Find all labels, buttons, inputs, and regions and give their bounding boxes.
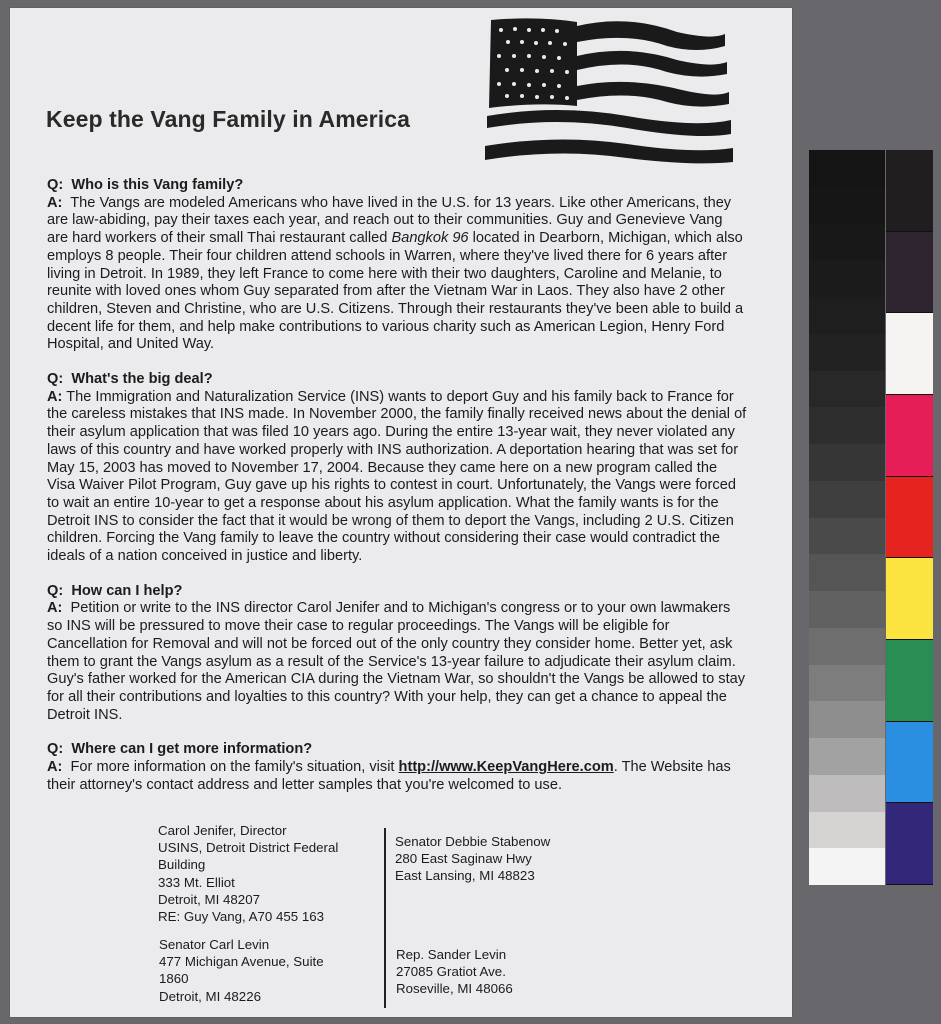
color-swatch (886, 640, 933, 722)
address-carol-jenifer (158, 822, 368, 925)
gray-swatch (809, 407, 885, 444)
qa-section-big-deal (47, 371, 747, 566)
question-label: Q: (47, 741, 64, 758)
gray-swatch (809, 518, 885, 555)
address-carl-levin (159, 936, 369, 1005)
gray-swatch (809, 224, 885, 261)
question-text: How can I help? (71, 582, 183, 599)
gray-swatch (809, 848, 885, 885)
question (47, 177, 747, 195)
color-swatch (886, 558, 933, 640)
gray-swatch (809, 260, 885, 297)
address-line: Senator Debbie Stabenow (395, 834, 551, 849)
gray-swatch (809, 371, 885, 408)
qa-body (47, 177, 747, 812)
answer-text: For more information on the family's situation, visit (70, 759, 399, 776)
gray-swatch (809, 554, 885, 591)
question-text: Who is this Vang family? (71, 177, 244, 193)
answer-text: . The Website has their attorney's contact address and letter samples that you're welcomed to use. (47, 759, 731, 793)
address-line: Carol Jenifer, Director (158, 823, 287, 838)
address-line: 280 East Saginaw Hwy (395, 851, 532, 867)
gray-swatch (809, 775, 885, 812)
question-label: Q: (47, 177, 64, 193)
gray-swatch (809, 444, 885, 481)
question-text: Where can I get more information? (71, 741, 313, 758)
question-text: What's the big deal? (71, 371, 213, 388)
gray-swatch (809, 481, 885, 518)
address-line: 333 Mt. Elliot (158, 874, 235, 890)
question (47, 371, 747, 389)
address-line: RE: Guy Vang, A70 455 163 (158, 909, 325, 925)
gray-swatch (809, 628, 885, 665)
color-swatch (886, 150, 933, 232)
answer-label: A: (47, 194, 63, 211)
address-debbie-stabenow (395, 833, 595, 885)
gray-swatch (809, 665, 885, 702)
color-patches (886, 150, 933, 885)
answer-text: The Immigration and Naturalization Service (INS) wants to deport Guy and his family back to France for the careless mistakes that INS made. In November 2000, the family finally received news about the denial of their asylum application that was filed 10 years ago. During the entire 13-year wait, they never violated any laws of this country and have worked properly with INS authorization. A deportation hearing that was set for May 15, 2003 has moved to November 17, 2004. Because they came here on a new program called the Visa Waiver Pilot Program, Guy gave up his rights to contest in court. Unfortunately, the Vangs were forced to wait an entire 10-year to get a response about his asylum application. What the family wants is for the Detroit INS to consider the fact that it would be wrong of them to deport the Vangs, including 2 U.S. Citizen children. Forcing the Vang family to leave the country without considering their case would contradict the ideals of a nation conceived in justice and liberty. (47, 388, 747, 565)
color-calibration-bar (809, 150, 933, 885)
answer (47, 195, 747, 354)
color-swatch (886, 722, 933, 804)
answer-text: The Vangs are modeled Americans who have lived in the U.S. for 13 years. Like other Americans, they are law-abiding, pay their taxes each year, and reach out to their communities. Guy and Genevieve Vang are hard workers of their small Thai restaurant called (47, 194, 732, 247)
address-line: Building (158, 857, 206, 873)
restaurant-name: Bangkok 96 (391, 230, 469, 247)
qa-section-who (47, 177, 747, 354)
address-line: Detroit, MI 48207 (158, 891, 260, 907)
answer (47, 759, 747, 794)
american-flag-icon (477, 16, 739, 166)
gray-swatch (809, 297, 885, 334)
address-line: Senator Carl Levin (159, 937, 270, 952)
address-line: Detroit, MI 48226 (159, 988, 261, 1004)
address-line: 1860 (159, 971, 189, 987)
address-block (158, 822, 598, 1012)
qa-section-help (47, 583, 747, 725)
address-line: Roseville, MI 48066 (396, 981, 513, 997)
address-sander-levin (396, 946, 596, 998)
question (47, 741, 747, 759)
website-link[interactable]: http://www.KeepVangHere.com (398, 759, 614, 776)
address-line: 477 Michigan Avenue, Suite (159, 954, 324, 970)
address-line: Rep. Sander Levin (396, 947, 507, 962)
answer-text: located in Dearborn, Michigan, which also employs 8 people. Their four children attend schools in Warren, where they've lived there for 6 years after living in Detroit. In 1989, they left France to come here with their two daughters, Caroline and Melanie, to reunite with loved ones whom Guy separated from after the Vietnam War in Laos. They also have 2 other children, Steven and Christine, who are U.S. Citizens. Through their restaurants they've been able to build a decent life for them, and help make contributions to various charity such as American Legion, Henry Ford Hospital, and United Way. (47, 230, 744, 353)
color-swatch (886, 232, 933, 314)
gray-swatch (809, 150, 885, 187)
gray-swatch (809, 187, 885, 224)
address-line: USINS, Detroit District Federal (158, 840, 339, 856)
answer-text: Petition or write to the INS director Carol Jenifer and to Michigan's congress or to your own lawmakers so INS will be pressured to move their case to regular proceedings. The Vangs will be eligible for Cancellation for Removal and will not be forced out of the only country they consider home. Better yet, ask them to grant the Vangs asylum as a result of the Service's 13-year failure to adjudicate their asylum claim. Guy's father worked for the American CIA during the Vietnam War, so shouldn't the Vangs be allowed to stay for all their contributions and loyalties to this country? With your help, they can get a chance to appeal the Detroit INS. (47, 600, 746, 723)
grayscale-steps (809, 150, 885, 885)
question-label: Q: (47, 371, 64, 388)
column-divider (384, 828, 386, 1008)
address-line: 27085 Gratiot Ave. (396, 964, 506, 980)
page-title: Keep the Vang Family in America (46, 106, 410, 132)
gray-swatch (809, 591, 885, 628)
answer-label: A: (47, 388, 63, 405)
address-line: East Lansing, MI 48823 (395, 868, 535, 884)
answer-label: A: (47, 759, 63, 776)
gray-swatch (809, 701, 885, 738)
question (47, 583, 747, 601)
answer (47, 389, 747, 566)
question-label: Q: (47, 582, 64, 599)
gray-swatch (809, 738, 885, 775)
gray-swatch (809, 334, 885, 371)
color-swatch (886, 803, 933, 885)
flyer-page (10, 8, 792, 1017)
color-swatch (886, 477, 933, 559)
color-swatch (886, 395, 933, 477)
qa-section-more-info (47, 741, 747, 794)
color-swatch (886, 313, 933, 395)
answer-label: A: (47, 600, 63, 617)
answer (47, 600, 747, 724)
gray-swatch (809, 812, 885, 849)
